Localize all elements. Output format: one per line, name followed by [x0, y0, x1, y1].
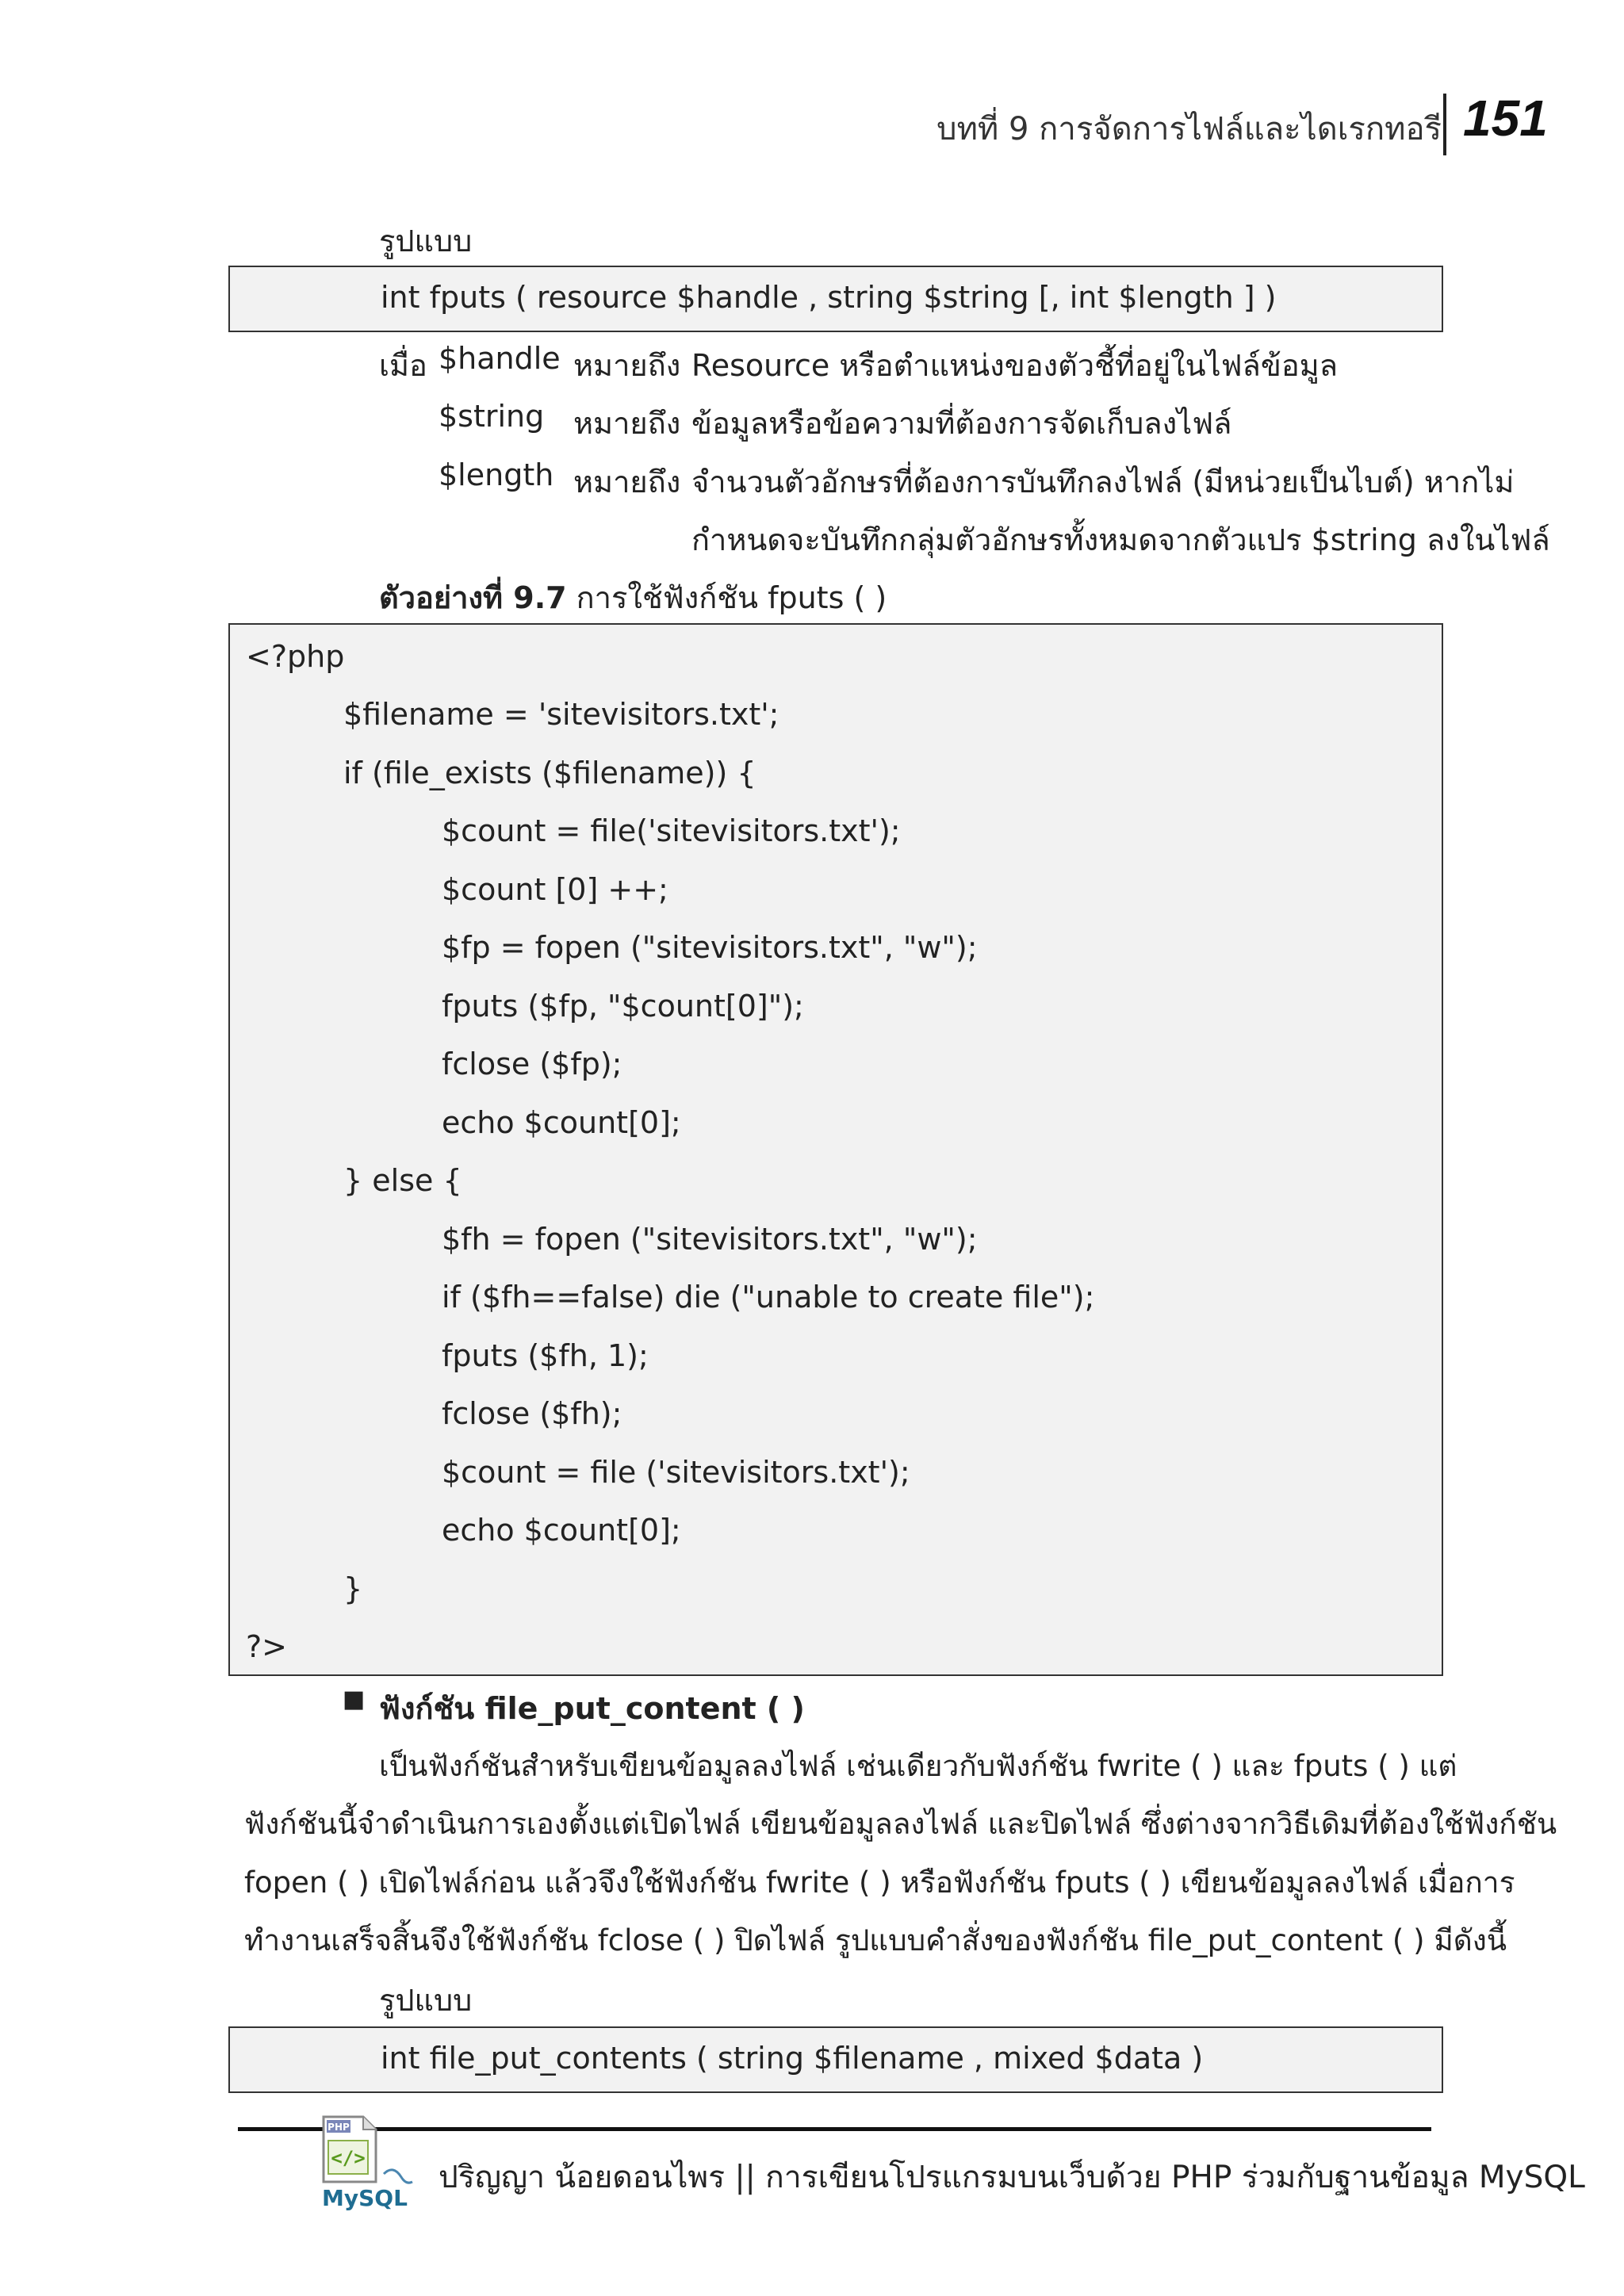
- code-line: $filename = 'sitevisitors.txt';: [343, 697, 779, 732]
- param-name: $string: [439, 399, 545, 434]
- footer-text: ปริญญา น้อยดอนไพร || การเขียนโปรแกรมบนเว็บด้วย PHP ร่วมกับฐานข้อมูล MySQL: [439, 2160, 1585, 2195]
- code-line: echo $count[0];: [442, 1105, 681, 1140]
- code-line: ?>: [246, 1629, 288, 1664]
- format-label: รูปแบบ: [379, 224, 473, 258]
- code-line: $fh = fopen ("sitevisitors.txt", "w");: [442, 1222, 978, 1257]
- code-line: fputs ($fh, 1);: [442, 1338, 649, 1373]
- where-label: เมื่อ: [379, 348, 427, 383]
- example-number: ตัวอย่างที่ 9.7: [379, 580, 567, 615]
- paragraph-line: เป็นฟังก์ชันสำหรับเขียนข้อมูลลงไฟล์ เช่นเดียวกับฟังก์ชัน fwrite ( ) และ fputs ( ) แต่: [379, 1749, 1457, 1783]
- syntax-text: int file_put_contents ( string $filename , mixed $data ): [381, 2041, 1204, 2076]
- param-desc-continued: กำหนดจะบันทึกกลุ่มตัวอักษรทั้งหมดจากตัวแปร $string ลงในไฟล์: [691, 522, 1550, 557]
- code-line: } else {: [343, 1163, 462, 1198]
- code-line: $fp = fopen ("sitevisitors.txt", "w");: [442, 930, 978, 965]
- chapter-title: บทที่ 9 การจัดการไฟล์และไดเรกทอรี: [936, 111, 1442, 147]
- param-name: $handle: [439, 341, 561, 376]
- param-desc: Resource หรือตำแหน่งของตัวชี้ที่อยู่ในไฟล์ข้อมูล: [691, 348, 1338, 383]
- bullet: ■: [343, 1686, 366, 1713]
- param-name: $length: [439, 457, 554, 492]
- code-line: $count = file('sitevisitors.txt');: [442, 813, 901, 848]
- param-desc: ข้อมูลหรือข้อความที่ต้องการจัดเก็บลงไฟล์: [691, 406, 1232, 441]
- page-number: 151: [1463, 90, 1548, 147]
- syntax-box: [228, 2026, 1443, 2093]
- format-label: รูปแบบ: [379, 1983, 473, 2018]
- param-means: หมายถึง: [573, 465, 681, 499]
- syntax-text: int fputs ( resource $handle , string $string [, int $length ] ): [381, 280, 1277, 315]
- param-means: หมายถึง: [573, 348, 681, 383]
- php-mysql-logo: [314, 2109, 425, 2212]
- code-line: echo $count[0];: [442, 1513, 681, 1548]
- header-divider: [1443, 94, 1446, 155]
- section-heading: ฟังก์ชัน file_put_content ( ): [379, 1691, 805, 1726]
- logo-code-text: </>: [331, 2147, 366, 2169]
- param-means: หมายถึง: [573, 406, 681, 441]
- code-line: }: [343, 1571, 363, 1606]
- code-line: fclose ($fp);: [442, 1047, 622, 1081]
- code-line: fclose ($fh);: [442, 1396, 622, 1431]
- paragraph-line: ทำงานเสร็จสิ้นจึงใช้ฟังก์ชัน fclose ( ) ปิดไฟล์ รูปแบบคำสั่งของฟังก์ชัน file_put_content ( ) มีดังนี้: [244, 1923, 1507, 1957]
- code-line: fputs ($fp, "$count[0]");: [442, 989, 804, 1024]
- logo-mysql-text: MySQL: [322, 2185, 408, 2211]
- example-caption: การใช้ฟังก์ชัน fputs ( ): [566, 580, 887, 615]
- code-line: if ($fh==false) die ("unable to create file");: [442, 1280, 1095, 1314]
- example-title: [379, 573, 887, 622]
- code-line: $count [0] ++;: [442, 872, 668, 907]
- code-line: if (file_exists ($filename)) {: [343, 756, 756, 790]
- syntax-box: [228, 266, 1443, 332]
- param-desc: จำนวนตัวอักษรที่ต้องการบันทึกลงไฟล์ (มีหน่วยเป็นไบต์) หากไม่: [691, 465, 1515, 499]
- paragraph-line: ฟังก์ชันนี้จำดำเนินการเองตั้งแต่เปิดไฟล์ เขียนข้อมูลลงไฟล์ และปิดไฟล์ ซึ่งต่างจากวิธีเดิมที่ต้องใช้ฟังก์ชัน: [244, 1807, 1557, 1841]
- code-line: <?php: [246, 639, 345, 674]
- code-box: [228, 623, 1443, 1676]
- logo-php-text: PHP: [327, 2122, 350, 2133]
- paragraph-line: fopen ( ) เปิดไฟล์ก่อน แล้วจึงใช้ฟังก์ชัน fwrite ( ) หรือฟังก์ชัน fputs ( ) เขียนข้อมูลลงไฟล์ เมื่อการ: [244, 1866, 1515, 1900]
- code-line: $count = file ('sitevisitors.txt');: [442, 1455, 910, 1490]
